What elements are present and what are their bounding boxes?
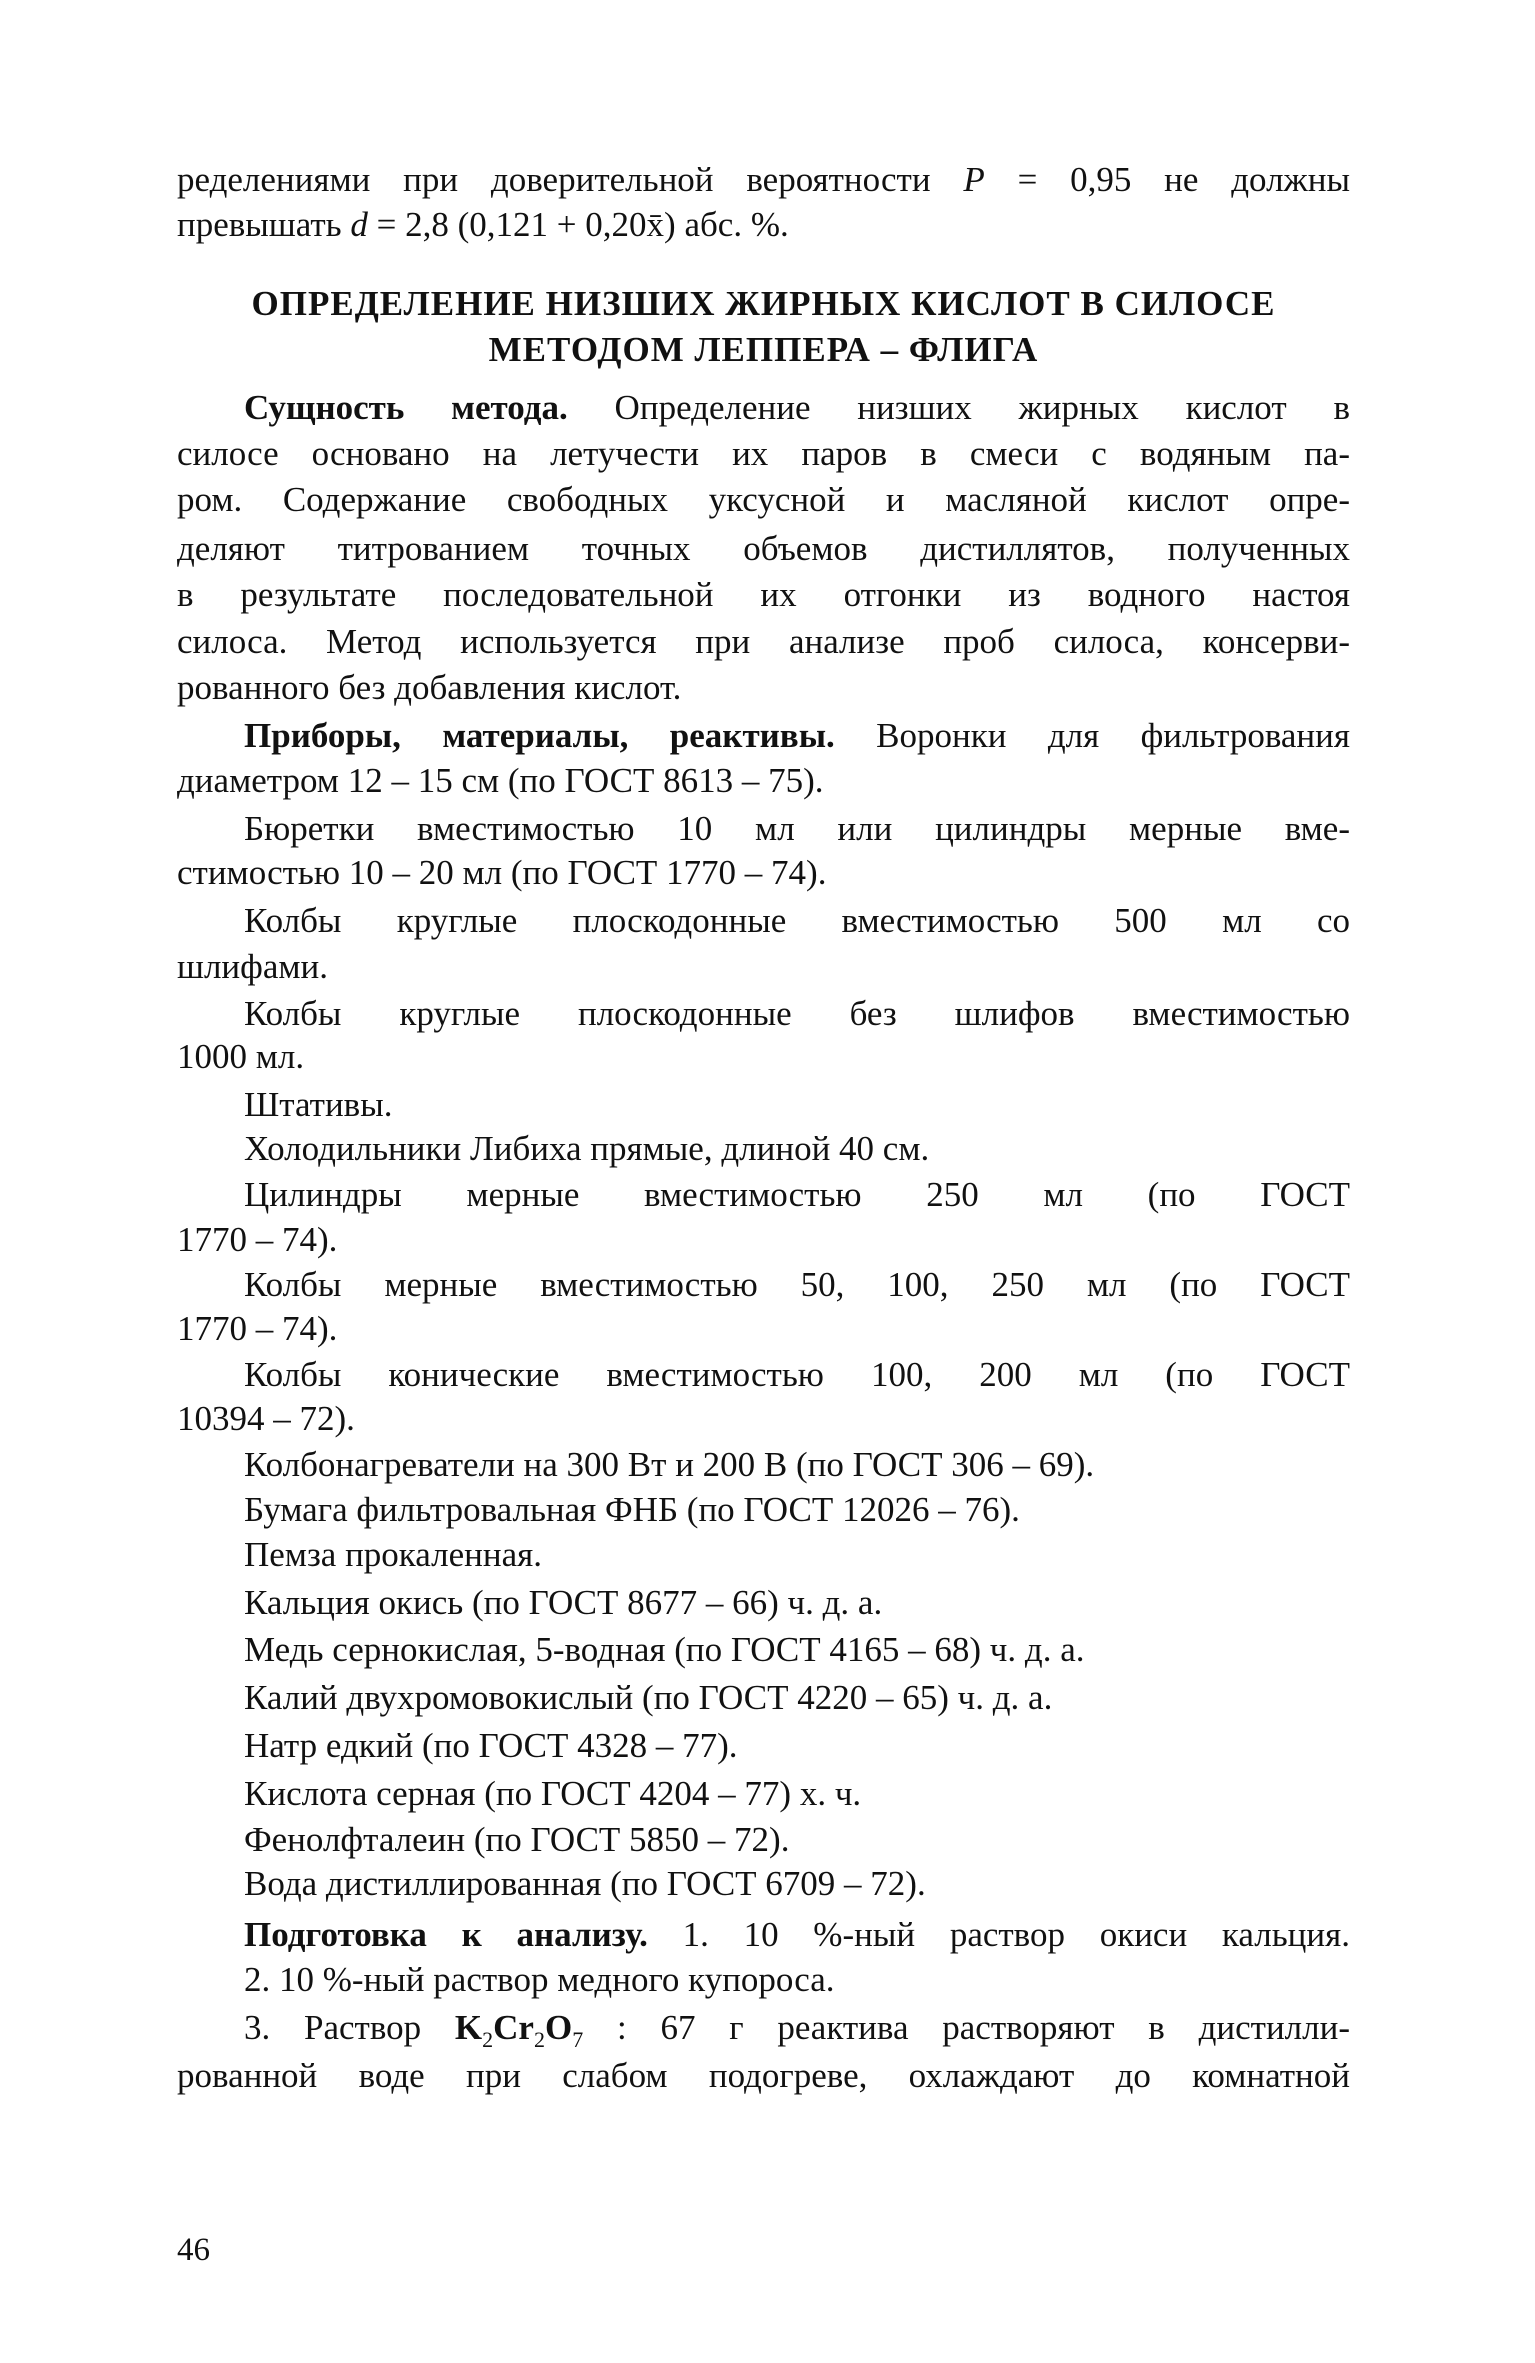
text-line [177,1726,1350,1766]
text-line [177,1535,1350,1575]
section-heading-line [177,330,1350,370]
text-line [177,1820,1350,1860]
text-run: рованного без добавления кислот. [177,668,682,707]
text-line [177,1583,1350,1623]
text-run: ределениями при доверительной вероятности [177,160,964,199]
text-run: Колбы круглые плоскодонные вместимостью 500 мл со [244,901,1350,940]
text-line [177,1915,1350,1955]
text-line [177,1265,1350,1305]
text-line [177,1445,1350,1485]
text-run: в результате последовательной их отгонки из водного настоя [177,575,1350,614]
text-run: Натр едкий (по ГОСТ 4328 – 77). [244,1726,738,1765]
text-run: стимостью 10 – 20 мл (по ГОСТ 1770 – 74). [177,853,827,892]
text-line [177,1490,1350,1530]
text-run: 3. Раствор [244,2008,455,2047]
text-run: ром. Содержание свободных уксусной и масляной кислот опре- [177,480,1350,519]
text-run: 1000 мл. [177,1037,305,1076]
text-run: 1770 – 74). [177,1309,338,1348]
text-line [177,575,1350,615]
text-line [177,160,1350,200]
text-run: силоса. Метод используется при анализе проб силоса, консерви- [177,622,1350,661]
text-line [177,388,1350,428]
page-number: 46 [177,2232,210,2268]
text-line [177,1678,1350,1718]
text-line [177,1175,1350,1215]
text-run: МЕТОДОМ ЛЕППЕРА – ФЛИГА [488,330,1039,369]
text-run: шлифами. [177,947,328,986]
text-line [177,809,1350,849]
text-run: превышать [177,205,351,244]
text-line [177,1037,1350,1077]
bold-run: Cr [493,2008,534,2047]
subscript: 2 [533,2027,545,2052]
text-line [177,1309,1350,1349]
text-run: рованной воде при слабом подогреве, охлаждают до комнатной [177,2056,1350,2095]
text-line [177,668,1350,708]
subscript: 7 [572,2027,584,2052]
italic-run: d [350,205,368,244]
text-line [177,716,1350,756]
text-run: диаметром 12 – 15 см (по ГОСТ 8613 – 75). [177,761,824,800]
text-run: Вода дистиллированная (по ГОСТ 6709 – 72). [244,1864,926,1903]
text-run: ОПРЕДЕЛЕНИЕ НИЗШИХ ЖИРНЫХ КИСЛОТ В СИЛОСЕ [251,284,1276,323]
text-line [177,480,1350,520]
text-run: Кислота серная (по ГОСТ 4204 – 77) х. ч. [244,1774,862,1813]
text-line [177,205,1350,245]
text-line [177,994,1350,1034]
text-run: Медь сернокислая, 5-водная (по ГОСТ 4165 – 68) ч. д. а. [244,1630,1085,1669]
text-line [177,529,1350,569]
text-run: деляют титрованием точных объемов дистиллятов, полученных [177,529,1350,568]
text-run: = 2,8 (0,121 + 0,20x̄) абс. %. [367,205,789,244]
text-run: силосе основано на летучести их паров в смеси с водяным па- [177,434,1350,473]
text-run: Цилиндры мерные вместимостью 250 мл (по ГОСТ [244,1175,1350,1214]
text-line [177,1960,1350,2000]
bold-run: Приборы, материалы, реактивы. [244,716,835,755]
italic-run: P [963,160,985,199]
bold-run: Сущность метода. [244,388,568,427]
text-line [177,434,1350,474]
text-run: Кальция окись (по ГОСТ 8677 – 66) ч. д. а. [244,1583,883,1622]
text-run: Колбы круглые плоскодонные без шлифов вместимостью [244,994,1350,1033]
text-line [177,2008,1350,2060]
text-line [177,1085,1350,1125]
text-run: 1. 10 %-ный раствор окиси кальция. [647,1915,1350,1954]
text-line [177,901,1350,941]
text-run: Колбы мерные вместимостью 50, 100, 250 мл (по ГОСТ [244,1265,1350,1304]
text-run: Воронки для фильтрования [834,716,1350,755]
text-run: Колбонагреватели на 300 Вт и 200 В (по ГОСТ 306 – 69). [244,1445,1095,1484]
text-line [177,761,1350,801]
text-run: Определение низших жирных кислот в [567,388,1350,427]
text-run: Бумага фильтровальная ФНБ (по ГОСТ 12026 – 76). [244,1490,1020,1529]
text-run: Калий двухромовокислый (по ГОСТ 4220 – 65) ч. д. а. [244,1678,1053,1717]
bold-run: K [454,2008,483,2047]
text-run: Бюретки вместимостью 10 мл или цилиндры мерные вме- [244,809,1350,848]
text-line [177,1129,1350,1169]
subscript: 2 [482,2027,494,2052]
text-line [177,1630,1350,1670]
text-run: Пемза прокаленная. [244,1535,542,1574]
text-line [177,2056,1350,2096]
text-run: Фенолфталеин (по ГОСТ 5850 – 72). [244,1820,790,1859]
text-run: 2. 10 %-ный раствор медного купороса. [244,1960,835,1999]
text-line [177,947,1350,987]
text-line [177,1220,1350,1260]
text-line [177,1774,1350,1814]
text-line [177,1399,1350,1439]
text-run: = 0,95 не должны [984,160,1350,199]
text-line [177,853,1350,893]
text-line [177,622,1350,662]
text-run: 10394 – 72). [177,1399,355,1438]
text-line [177,1355,1350,1395]
text-line [177,1864,1350,1904]
text-run: 1770 – 74). [177,1220,338,1259]
text-run: Холодильники Либиха прямые, длиной 40 см. [244,1129,930,1168]
bold-run: Подготовка к анализу. [244,1915,648,1954]
bold-run: O [544,2008,573,2047]
text-run: Штативы. [244,1085,393,1124]
text-run: : 67 г реактива растворяют в дистилли- [583,2008,1350,2047]
text-run: Колбы конические вместимостью 100, 200 мл (по ГОСТ [244,1355,1350,1394]
section-heading-line [177,284,1350,324]
